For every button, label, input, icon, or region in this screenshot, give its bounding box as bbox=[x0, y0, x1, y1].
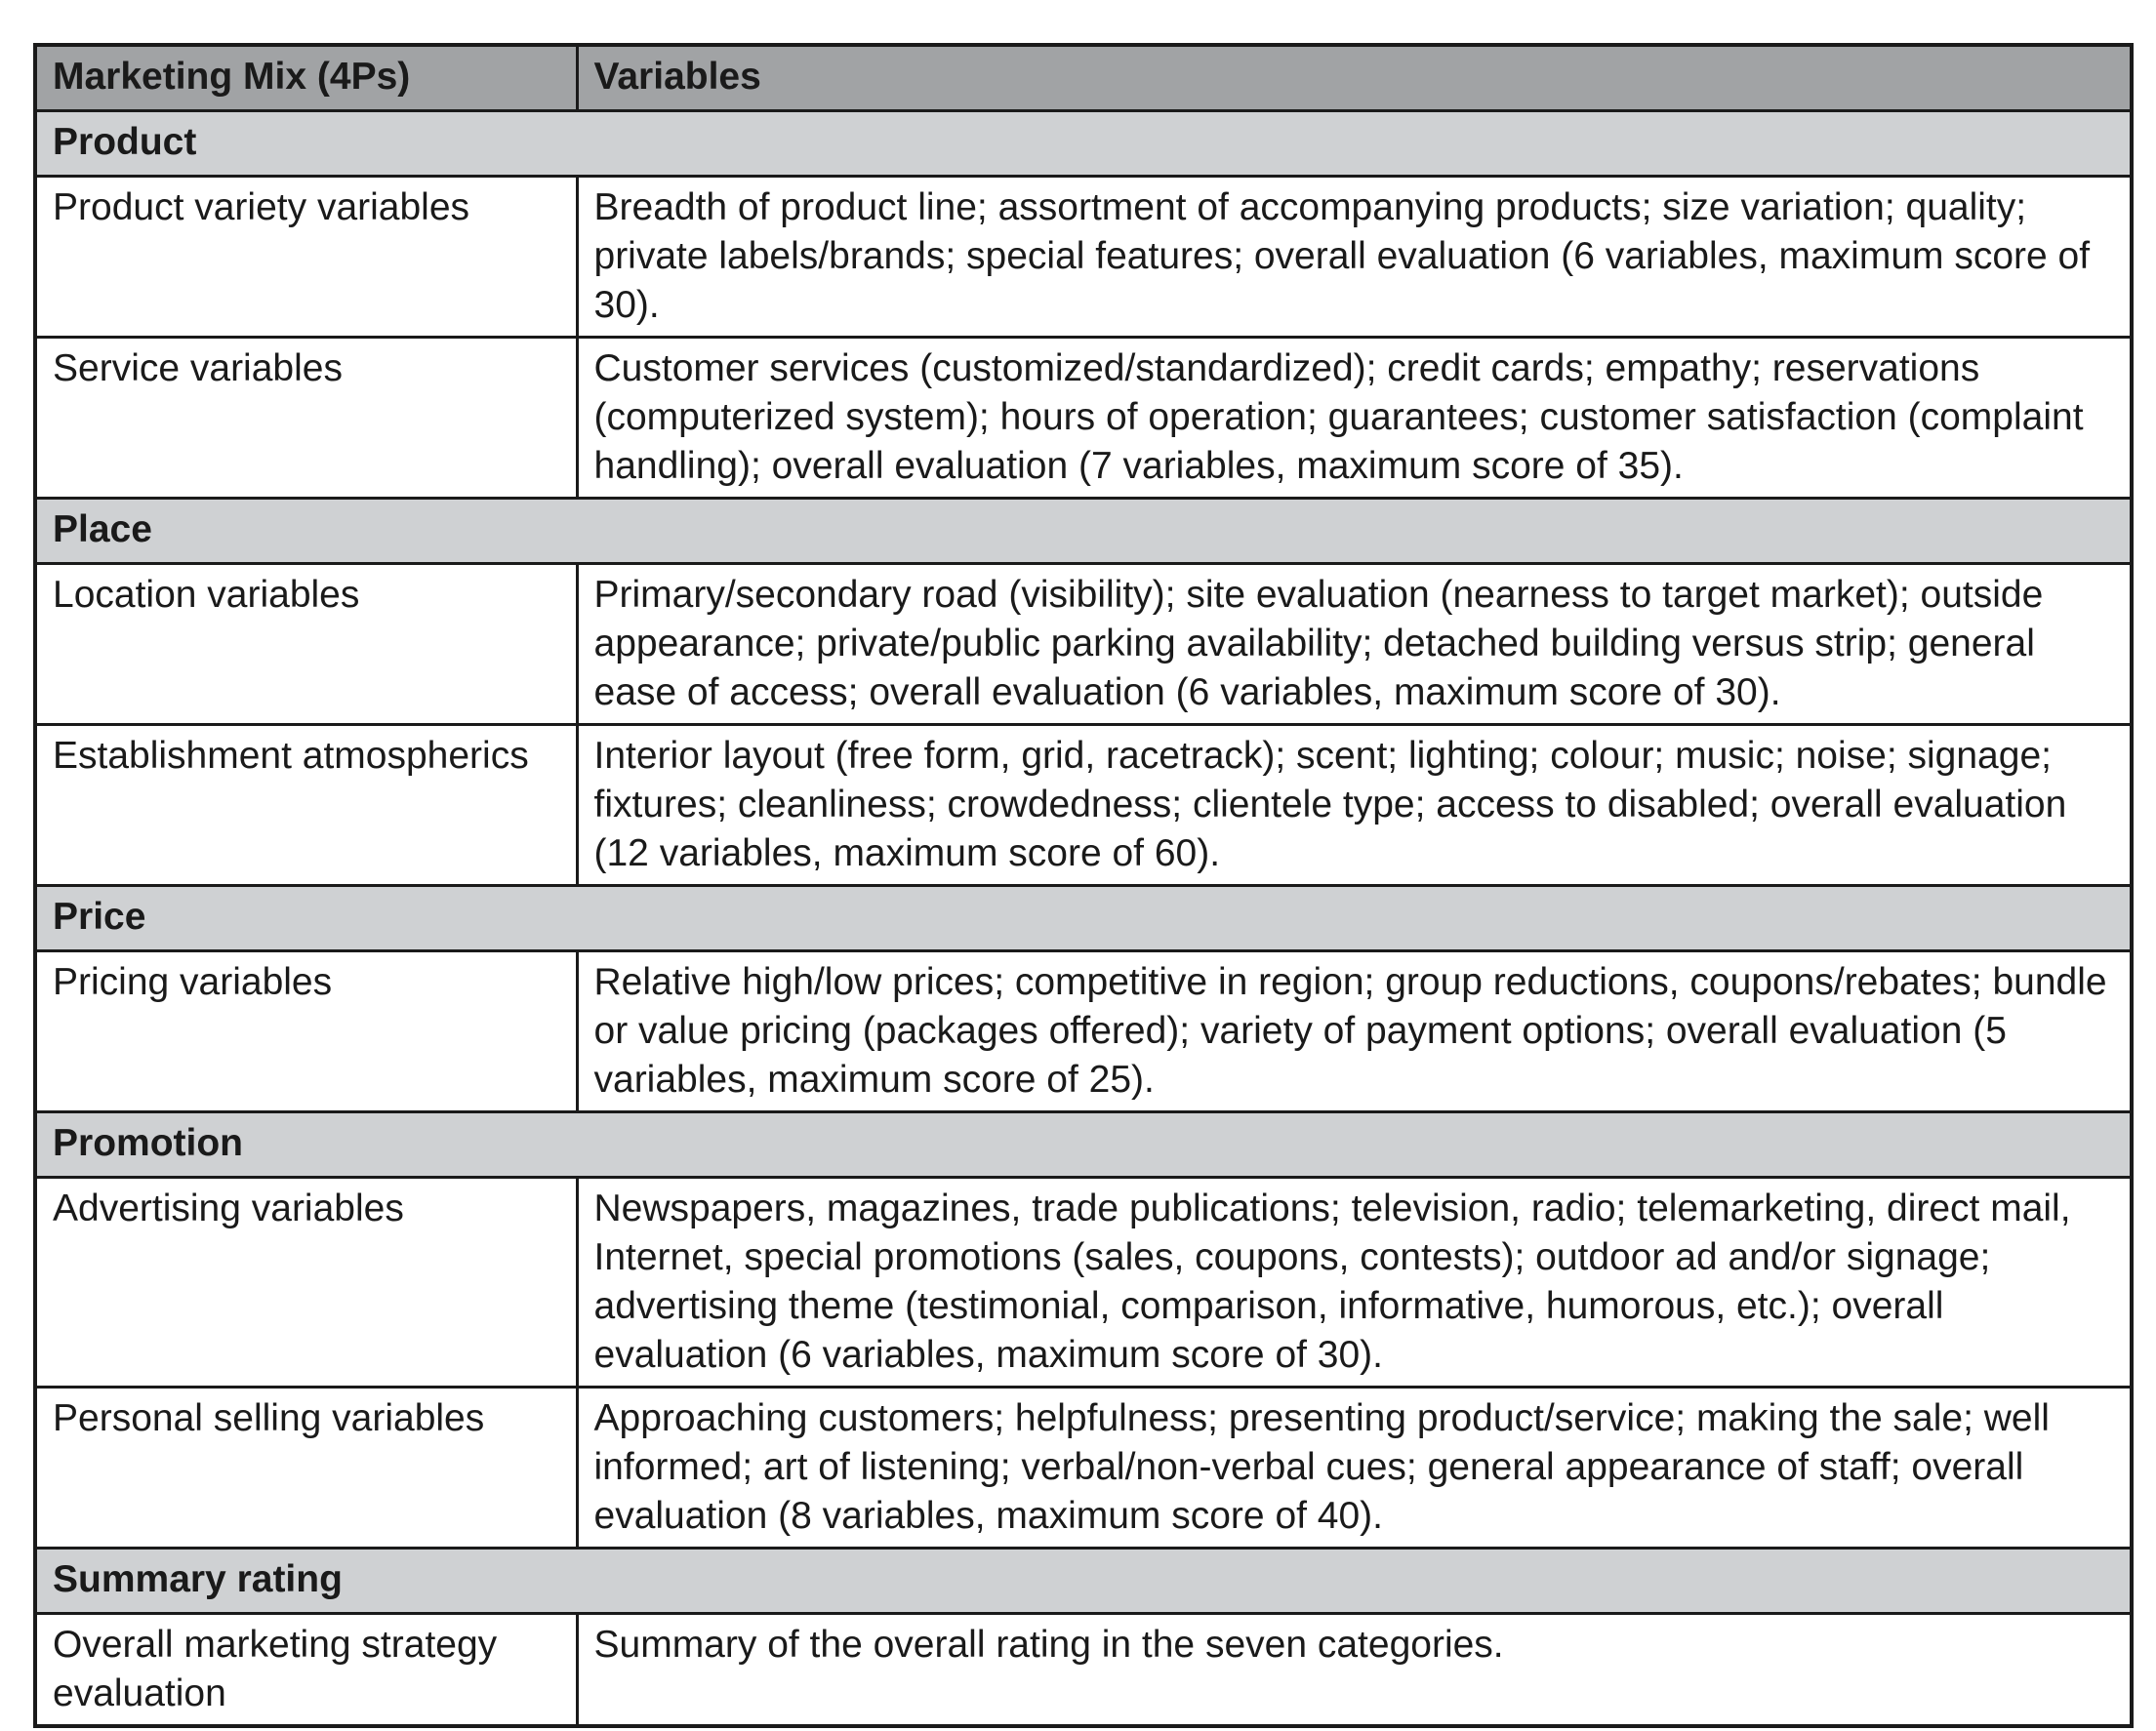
row-value-advertising: Newspapers, magazines, trade publications; television, radio; telemarketing, direct mail, Internet, special promotions (sales, coupons, contests); outdoor ad and/or signage; advertising theme (testimonial, comparison, informative, humorous, etc.); overall evaluation (6 variables, maximum score of 30). bbox=[577, 1178, 2132, 1388]
row-label-pricing: Pricing variables bbox=[35, 951, 577, 1112]
row-label-establishment-atmospherics: Establishment atmospherics bbox=[35, 725, 577, 886]
section-row-price bbox=[35, 886, 2132, 951]
marketing-mix-table-container bbox=[33, 43, 2130, 1728]
table-row bbox=[35, 1178, 2132, 1388]
row-label-location: Location variables bbox=[35, 564, 577, 725]
column-header-variables: Variables bbox=[577, 45, 2132, 111]
table-row bbox=[35, 564, 2132, 725]
row-label-overall-strategy: Overall marketing strategy evaluation bbox=[35, 1614, 577, 1727]
section-row-product bbox=[35, 111, 2132, 177]
row-value-establishment-atmospherics: Interior layout (free form, grid, racetrack); scent; lighting; colour; music; noise; signage; fixtures; cleanliness; crowdedness; clientele type; access to disabled; overall evaluation (12 variables, maximum score of 60). bbox=[577, 725, 2132, 886]
section-title-summary-rating: Summary rating bbox=[35, 1549, 2132, 1614]
row-value-pricing: Relative high/low prices; competitive in region; group reductions, coupons/rebates; bundle or value pricing (packages offered); variety of payment options; overall evaluation (5 variables, maximum score of 25). bbox=[577, 951, 2132, 1112]
section-title-product: Product bbox=[35, 111, 2132, 177]
row-label-service: Service variables bbox=[35, 338, 577, 499]
row-value-product-variety: Breadth of product line; assortment of accompanying products; size variation; quality; private labels/brands; special features; overall evaluation (6 variables, maximum score of 30). bbox=[577, 177, 2132, 338]
row-value-location: Primary/secondary road (visibility); site evaluation (nearness to target market); outside appearance; private/public parking availability; detached building versus strip; general ease of access; overall evaluation (6 variables, maximum score of 30). bbox=[577, 564, 2132, 725]
table-row bbox=[35, 338, 2132, 499]
section-title-price: Price bbox=[35, 886, 2132, 951]
section-row-summary-rating bbox=[35, 1549, 2132, 1614]
row-label-product-variety: Product variety variables bbox=[35, 177, 577, 338]
row-value-service: Customer services (customized/standardized); credit cards; empathy; reservations (computerized system); hours of operation; guarantees; customer satisfaction (complaint handling); overall evaluation (7 variables, maximum score of 35). bbox=[577, 338, 2132, 499]
table-header-row bbox=[35, 45, 2132, 111]
table-row bbox=[35, 1388, 2132, 1549]
table-row bbox=[35, 1614, 2132, 1727]
table-row bbox=[35, 725, 2132, 886]
section-title-place: Place bbox=[35, 499, 2132, 564]
row-value-overall-strategy: Summary of the overall rating in the seven categories. bbox=[577, 1614, 2132, 1727]
section-title-promotion: Promotion bbox=[35, 1112, 2132, 1178]
column-header-marketing-mix: Marketing Mix (4Ps) bbox=[35, 45, 577, 111]
table-row bbox=[35, 951, 2132, 1112]
marketing-mix-table bbox=[33, 43, 2134, 1728]
row-label-personal-selling: Personal selling variables bbox=[35, 1388, 577, 1549]
table-row bbox=[35, 177, 2132, 338]
section-row-place bbox=[35, 499, 2132, 564]
row-value-personal-selling: Approaching customers; helpfulness; presenting product/service; making the sale; well informed; art of listening; verbal/non-verbal cues; general appearance of staff; overall evaluation (8 variables, maximum score of 40). bbox=[577, 1388, 2132, 1549]
row-label-advertising: Advertising variables bbox=[35, 1178, 577, 1388]
section-row-promotion bbox=[35, 1112, 2132, 1178]
